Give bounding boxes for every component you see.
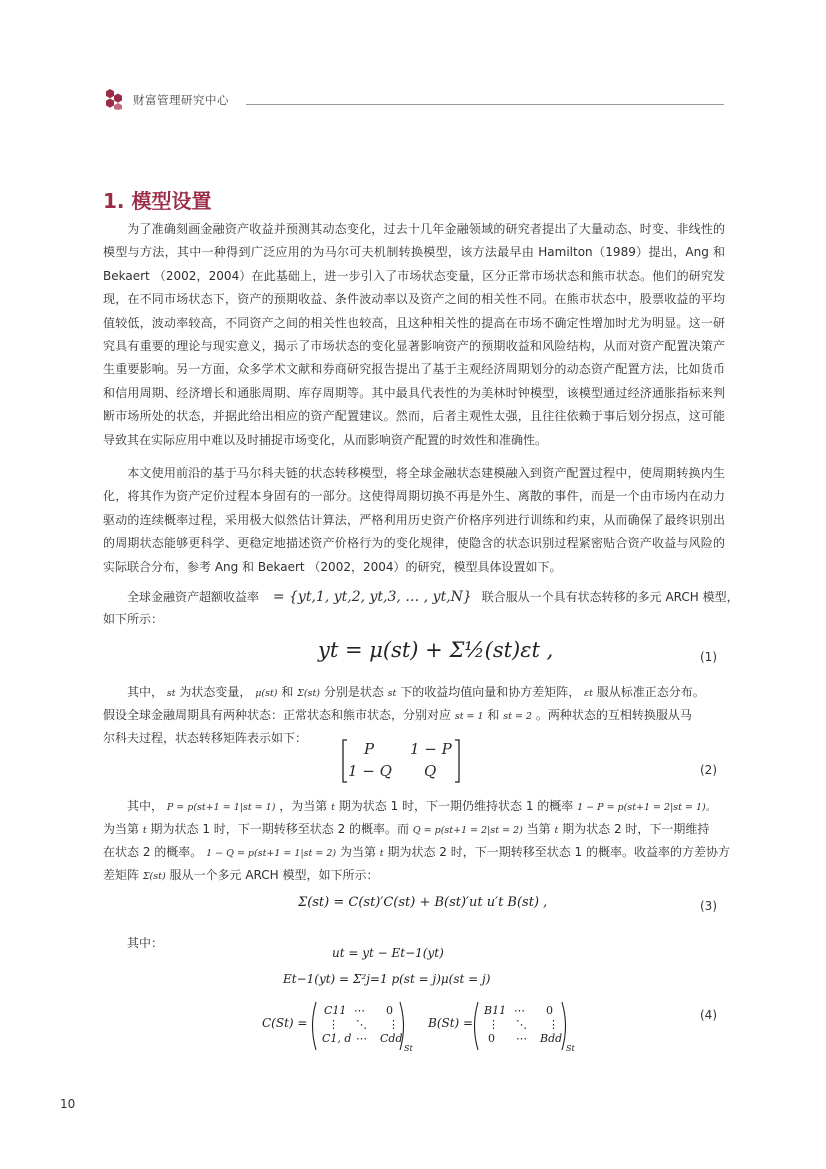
equation-number-4: (4) [700,1008,717,1022]
equation-number-1: (1) [700,650,717,664]
transition-matrix: P 1 − P 1 − Q Q [340,738,462,784]
text-line: 其中， st 为状态变量， μ(st) 和 Σ(st) 分别是状态 st 下的收益均值向量和协方差矩阵， εt 服从标准正态分布。 [127,685,705,699]
text-line: 尔科夫过程，状态转移矩阵表示如下： [103,731,308,745]
equation-number-2: (2) [700,763,717,777]
header-divider [246,104,724,105]
returns-line: 全球金融资产超额收益率 = {yt,1, yt,2, yt,3, … , yt,N} 联合服从一个具有状态转移的多元 ARCH 模型， [127,589,739,605]
page-header [103,88,723,112]
equation-4c: C(St) = C11 ⋯ 0 ⋮ ⋱ ⋮ C1, d ⋯ Cdd St B(St) = B11 ⋯ 0 ⋮ ⋱ ⋮ 0 ⋯ Bdd St [262,1004,575,1053]
text-line: 为当第 t 期为状态 1 时，下一期转移至状态 2 的概率。而 Q = p(st+1 = 2|st = 2) 当第 t 期为状态 2 时，下一期维持 [103,822,710,836]
section-title: 1. 模型设置 [103,189,212,213]
logo-icon [103,88,125,110]
paragraph-2: 本文使用前沿的基于马尔科夫链的状态转移模型，将全球金融状态建模融入到资产配置过程中，使周期转换内生化，将其作为资产定价过程本身固有的一部分。这使得周期切换不再是外生、离散的事件，而是一个由市场内在动力驱动的连续概率过程，采用极大似然估计算法，严格利用历史资产价格序列进行训练和约束，从而确保了最终识别出的周期状态能够更科学、更稳定地描述资产价格行为的变化规律，使隐含的状态识别过程紧密贴合资产收益与风险的实际联合分布，参考 Ang 和 Bekaert （2002，2004）的研究，模型具体设置如下。 [103,466,725,574]
text-line: 假设全球金融周期具有两种状态：正常状态和熊市状态，分别对应 st = 1 和 st = 2 。两种状态的互相转换服从马 [103,708,692,722]
equation-number-3: (3) [700,899,717,913]
text-line: 在状态 2 的概率。 1 − Q = p(st+1 = 1|st = 2) 为当第 t 期为状态 2 时，下一期转移至状态 1 的概率。收益率的方差协方 [103,845,730,859]
text-line: 差矩阵 Σ(st) 服从一个多元 ARCH 模型，如下所示： [103,868,379,882]
equation-1: yt = μ(st) + Σ½(st)εt , [318,638,554,662]
math-yt-set: = {yt,1, yt,2, yt,3, … , yt,N} [272,589,472,605]
text-line: 如下所示： [103,612,164,626]
equation-4a: ut = yt − Et−1(yt) [332,946,444,960]
text-line: 其中： [127,936,164,950]
equation-3: Σ(st) = C(st)′C(st) + B(st)′ut u′t B(st) , [298,895,548,910]
paragraph-1: 为了准确刻画金融资产收益并预测其动态变化，过去十几年金融领域的研究者提出了大量动态、时变、非线性的模型与方法，其中一种得到广泛应用的为马尔可夫机制转换模型，该方法最早由 Hamilton（1989）提出，Ang 和 Bekaert （2002，2004）在此基础上，进一步引入了市场状态变量，区分正常市场状态和熊市状态。他们的研究发现，在不同市场状态下，资产的预期收益、条件波动率以及资产之间的相关性不同。在熊市状态中，股票收益的平均值较低，波动率较高，不同资产之间的相关性也较高，且这种相关性的提高在市场不确定性增加时尤为明显。这一研究具有重要的理论与现实意义，揭示了市场状态的变化显著影响资产的预期收益和风险结构，从而对资产配置决策产生重要影响。另一方面，众多学术文献和券商研究报告提出了基于主观经济周期划分的动态资产配置方法，比如货币和信用周期、经济增长和通胀周期、库存周期等。其中最具代表性的为美林时钟模型，该模型通过经济通胀指标来判断市场所处的状态，并据此给出相应的资产配置建议。然而，后者主观性太强，且往往依赖于事后划分拐点，这可能导致其在实际应用中难以及时捕捉市场变化，从而影响资产配置的时效性和准确性。 [103,222,725,447]
text-line: 其中， P = p(st+1 = 1|st = 1) ，为当第 t 期为状态 1 时，下一期仍维持状态 1 的概率 1 − P = p(st+1 = 2|st = 1)。 [127,799,716,813]
equation-4b: Et−1(yt) = Σ²j=1 p(st = j)μ(st = j) [283,972,491,986]
page-number: 10 [60,1097,76,1111]
org-name: 财富管理研究中心 [133,93,229,107]
